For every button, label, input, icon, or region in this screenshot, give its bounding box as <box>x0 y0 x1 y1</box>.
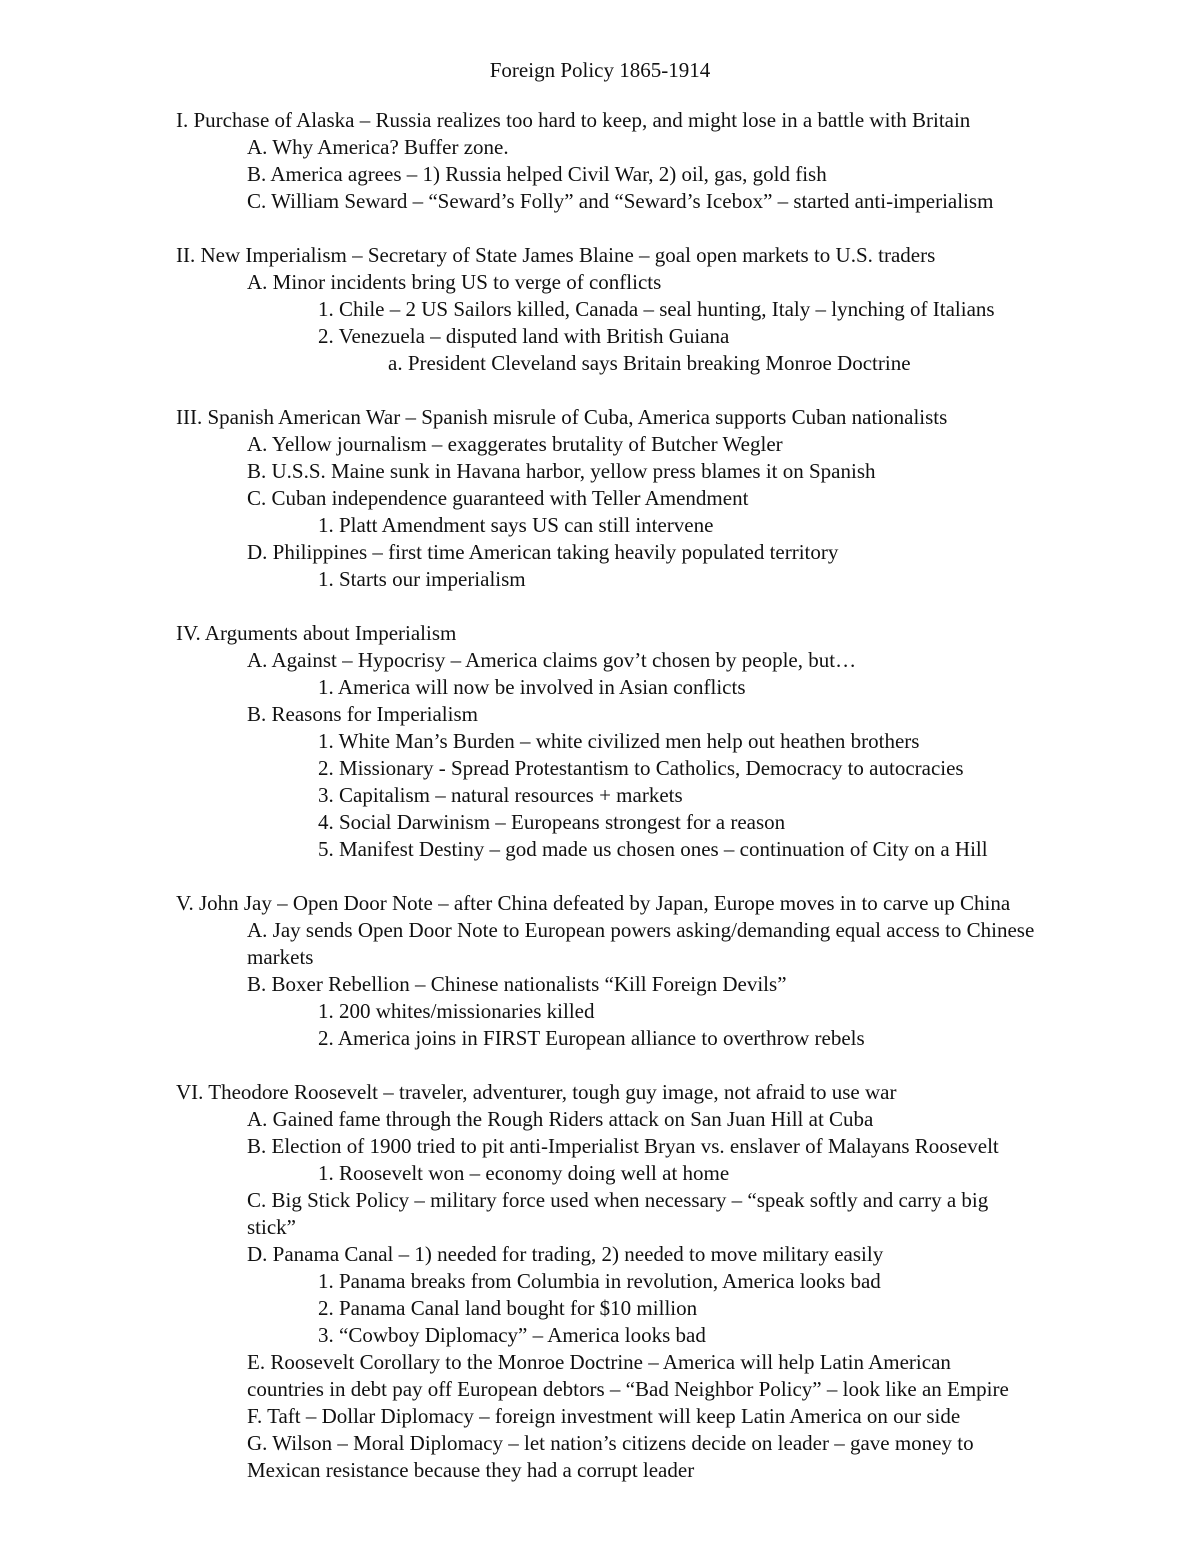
outline-item: A. Why America? Buffer zone. <box>247 135 509 159</box>
outline-subitem: 1. Roosevelt won – economy doing well at home <box>318 1161 730 1185</box>
outline-item-continuation: countries in debt pay off European debtors – “Bad Neighbor Policy” – look like an Empire <box>247 1377 1009 1401</box>
outline-item: E. Roosevelt Corollary to the Monroe Doctrine – America will help Latin American <box>247 1350 951 1374</box>
outline-subitem: 2. Venezuela – disputed land with British Guiana <box>318 324 730 348</box>
section-heading: IV. Arguments about Imperialism <box>176 621 457 645</box>
outline-subitem: 5. Manifest Destiny – god made us chosen ones – continuation of City on a Hill <box>318 837 988 861</box>
outline-item: C. Cuban independence guaranteed with Teller Amendment <box>247 486 749 510</box>
outline-item: G. Wilson – Moral Diplomacy – let nation’s citizens decide on leader – gave money to <box>247 1431 974 1455</box>
outline-subitem: 1. Platt Amendment says US can still intervene <box>318 513 714 537</box>
outline-subitem: 3. Capitalism – natural resources + markets <box>318 783 683 807</box>
section-spacer <box>0 1052 1200 1079</box>
outline-item: B. Reasons for Imperialism <box>247 702 478 726</box>
outline-subitem: 2. Panama Canal land bought for $10 million <box>318 1296 698 1320</box>
outline-item: B. Boxer Rebellion – Chinese nationalists “Kill Foreign Devils” <box>247 972 787 996</box>
section-spacer <box>0 377 1200 404</box>
outline-item: A. Gained fame through the Rough Riders attack on San Juan Hill at Cuba <box>247 1107 874 1131</box>
outline-item-continuation: stick” <box>247 1215 296 1239</box>
outline-subitem: 1. Panama breaks from Columbia in revolution, America looks bad <box>318 1269 881 1293</box>
section-spacer <box>0 215 1200 242</box>
section-heading: III. Spanish American War – Spanish misrule of Cuba, America supports Cuban nationalists <box>176 405 948 429</box>
outline-item-continuation: Mexican resistance because they had a corrupt leader <box>247 1458 695 1482</box>
outline-subitem: 2. America joins in FIRST European alliance to overthrow rebels <box>318 1026 865 1050</box>
outline-item: B. America agrees – 1) Russia helped Civil War, 2) oil, gas, gold fish <box>247 162 827 186</box>
outline-subitem: 2. Missionary - Spread Protestantism to Catholics, Democracy to autocracies <box>318 756 964 780</box>
outline-item: A. Against – Hypocrisy – America claims gov’t chosen by people, but… <box>247 648 857 672</box>
outline-item-continuation: markets <box>247 945 314 969</box>
outline-item: B. U.S.S. Maine sunk in Havana harbor, yellow press blames it on Spanish <box>247 459 876 483</box>
section-heading: V. John Jay – Open Door Note – after China defeated by Japan, Europe moves in to carve up China <box>176 891 1011 915</box>
section-heading: II. New Imperialism – Secretary of State James Blaine – goal open markets to U.S. traders <box>176 243 936 267</box>
outline-subsubitem: a. President Cleveland says Britain breaking Monroe Doctrine <box>388 351 911 375</box>
section-spacer <box>0 593 1200 620</box>
outline-body <box>0 107 1200 1484</box>
section-heading: I. Purchase of Alaska – Russia realizes too hard to keep, and might lose in a battle with Britain <box>176 108 971 132</box>
section-spacer <box>0 863 1200 890</box>
outline-subitem: 1. Chile – 2 US Sailors killed, Canada – seal hunting, Italy – lynching of Italians <box>318 297 995 321</box>
outline-subitem: 3. “Cowboy Diplomacy” – America looks bad <box>318 1323 706 1347</box>
outline-item: D. Panama Canal – 1) needed for trading, 2) needed to move military easily <box>247 1242 884 1266</box>
page-title: Foreign Policy 1865-1914 <box>489 58 711 82</box>
outline-subitem: 1. White Man’s Burden – white civilized men help out heathen brothers <box>318 729 920 753</box>
outline-item: C. Big Stick Policy – military force used when necessary – “speak softly and carry a big <box>247 1188 989 1212</box>
outline-item: C. William Seward – “Seward’s Folly” and “Seward’s Icebox” – started anti-imperialism <box>247 189 994 213</box>
outline-item: A. Jay sends Open Door Note to European powers asking/demanding equal access to Chinese <box>247 918 1035 942</box>
outline-item: F. Taft – Dollar Diplomacy – foreign investment will keep Latin America on our side <box>247 1404 961 1428</box>
outline-subitem: 1. Starts our imperialism <box>318 567 526 591</box>
outline-subitem: 1. America will now be involved in Asian conflicts <box>318 675 746 699</box>
outline-subitem: 1. 200 whites/missionaries killed <box>318 999 595 1023</box>
section-heading: VI. Theodore Roosevelt – traveler, adventurer, tough guy image, not afraid to use war <box>176 1080 897 1104</box>
outline-item: A. Minor incidents bring US to verge of conflicts <box>247 270 662 294</box>
outline-item: B. Election of 1900 tried to pit anti-Imperialist Bryan vs. enslaver of Malayans Roosevelt <box>247 1134 999 1158</box>
outline-item: A. Yellow journalism – exaggerates brutality of Butcher Wegler <box>247 432 783 456</box>
outline-subitem: 4. Social Darwinism – Europeans strongest for a reason <box>318 810 786 834</box>
outline-item: D. Philippines – first time American taking heavily populated territory <box>247 540 839 564</box>
